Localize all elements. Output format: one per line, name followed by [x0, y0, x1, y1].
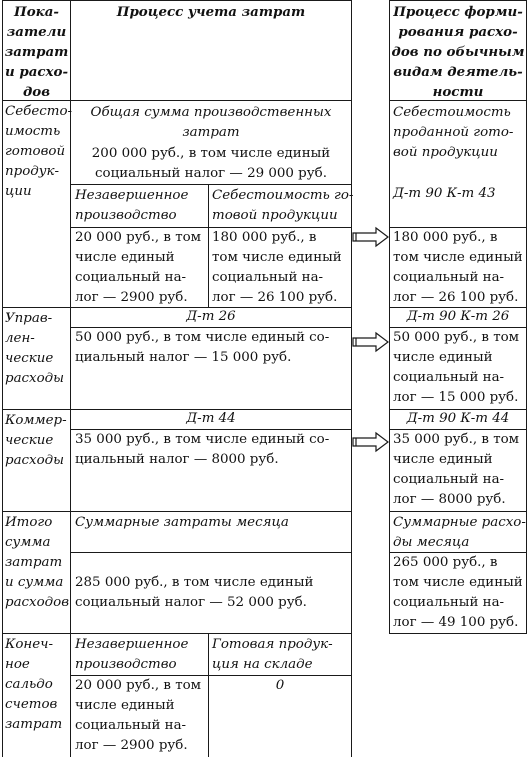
monthly-expenses-label: Суммарные расхо- ды месяца — [393, 515, 526, 550]
sub-col-divider — [208, 184, 209, 307]
arrow-right-icon — [352, 331, 390, 353]
hline — [2, 633, 352, 634]
wip-value: 20 000 руб., в том числе единый социальный на- лог — 2900 руб. — [75, 230, 202, 305]
hline — [70, 184, 352, 185]
header-indicators: Пока- затели затрат и расхо- дов — [4, 4, 69, 100]
right-table-border-top — [389, 0, 527, 1]
header-expense-formation: Процесс форми- рования расхо- дов по обычным видам деятель- ности — [391, 4, 525, 100]
admin-expenses-right-value: 50 000 руб., в том числе единый социальный на- лог — 15 000 руб. — [393, 330, 520, 405]
finished-goods-cost-value: 180 000 руб., в том числе единый социальный на- лог — 26 100 руб. — [212, 230, 342, 305]
arrow-right-icon — [352, 431, 390, 453]
finished-goods-cost-label: Себестоимость го- товой продукции — [212, 188, 354, 223]
monthly-costs-value: 285 000 руб., в том числе единый социальный налог — 52 000 руб. — [75, 575, 314, 610]
row-label-selling-expenses: Коммер- ческие расходы — [5, 413, 67, 468]
header-cost-accounting: Процесс учета затрат — [116, 4, 306, 20]
finished-goods-warehouse-label: Готовая продук- ция на складе — [212, 637, 333, 672]
row-label-admin-expenses: Управ- лен- ческие расходы — [5, 311, 65, 386]
selling-expenses-value: 35 000 руб., в том числе единый со- циальный налог — 8000 руб. — [75, 432, 330, 467]
hline — [70, 552, 352, 553]
selling-expenses-right-value: 35 000 руб., в том числе единый социальный на- лог — 8000 руб. — [393, 432, 520, 507]
finished-goods-warehouse-value: 0 — [275, 678, 285, 693]
row-label-closing-balance: Конеч- ное сальдо счетов затрат — [5, 637, 63, 732]
total-production-costs-label: Общая сумма производственных затрат — [90, 105, 332, 140]
left-table-border-right — [351, 0, 352, 757]
hline — [2, 511, 352, 512]
entry-90-26: Д-т 90 К-т 26 — [406, 309, 510, 324]
hline — [389, 511, 527, 512]
closing-wip-value: 20 000 руб., в том числе единый социальный на- лог — 2900 руб. — [75, 678, 202, 753]
monthly-expenses-value: 265 000 руб., в том числе единый социальный на- лог — 49 100 руб. — [393, 555, 523, 630]
wip-label: Незавершенное производство — [75, 188, 189, 223]
monthly-costs-label: Суммарные затраты месяца — [75, 515, 289, 530]
left-table-border-top — [2, 0, 352, 1]
cost-of-sold-goods-value: 180 000 руб., в том числе единый социальный на- лог — 26 100 руб. — [393, 230, 523, 305]
left-table-border-left — [2, 0, 3, 757]
total-production-costs-value: 200 000 руб., в том числе единый социальный налог — 29 000 руб. — [91, 146, 331, 181]
arrow-right-icon — [352, 226, 390, 248]
entry-26: Д-т 26 — [186, 309, 236, 324]
row-label-cost-of-goods: Себесто- имость готовой продук- ции — [5, 104, 73, 199]
right-table-border-right — [526, 0, 527, 634]
cost-of-sold-goods-label: Себестоимость проданной гото- вой продукции — [393, 105, 514, 160]
admin-expenses-value: 50 000 руб., в том числе единый со- циальный налог — 15 000 руб. — [75, 330, 330, 365]
entry-90-44: Д-т 90 К-т 44 — [406, 411, 510, 426]
right-table-border-bottom — [389, 633, 527, 634]
entry-90-43: Д-т 90 К-т 43 — [393, 186, 496, 201]
closing-wip-label: Незавершенное производство — [75, 637, 189, 672]
entry-44: Д-т 44 — [186, 411, 236, 426]
row-label-totals: Итого сумма затрат и сумма расходов — [5, 515, 70, 610]
